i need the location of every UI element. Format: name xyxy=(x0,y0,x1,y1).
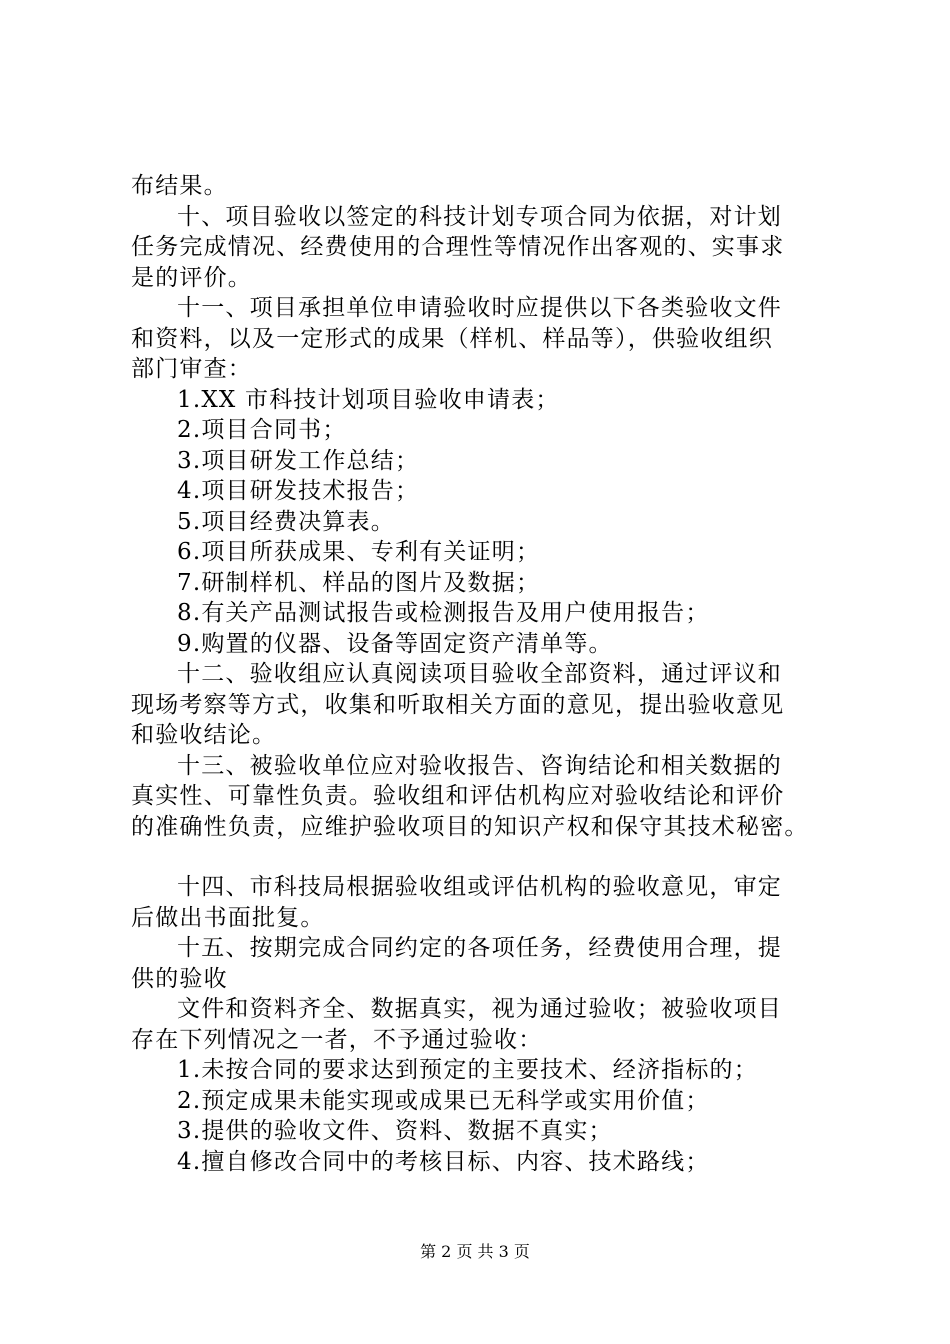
text-line: 供的验收 xyxy=(131,965,228,992)
text-line: 7.研制样机、样品的图片及数据； xyxy=(177,569,541,596)
text-line: 现场考察等方式，收集和听取相关方面的意见，提出验收意见 xyxy=(131,691,785,718)
text-line: 十一、项目承担单位申请验收时应提供以下各类验收文件 xyxy=(177,295,782,321)
text-line: 2.项目合同书； xyxy=(177,417,347,443)
text-line: 的准确性负责，应维护验收项目的知识产权和保守其技术秘密。 xyxy=(131,813,809,840)
text-line: 是的评价。 xyxy=(131,264,252,291)
blank-line xyxy=(131,842,831,872)
text-line: 5.项目经费决算表。 xyxy=(177,508,395,535)
text-line: 9.购置的仪器、设备等固定资产清单等。 xyxy=(177,630,613,657)
text-line: 和资料，以及一定形式的成果（样机、样品等），供验收组织 xyxy=(131,325,773,352)
text-line: 十、项目验收以签定的科技计划专项合同为依据，对计划 xyxy=(177,203,782,230)
text-line: 4.项目研发技术报告； xyxy=(177,478,420,504)
text-line: 1.XX 市科技计划项目验收申请表； xyxy=(177,386,560,413)
text-line: 任务完成情况、经费使用的合理性等情况作出客观的、实事求 xyxy=(131,234,785,260)
text-line: 真实性、可靠性负责。验收组和评估机构应对验收结论和评价 xyxy=(131,783,785,809)
text-line: 存在下列情况之一者，不予通过验收： xyxy=(131,1026,543,1053)
text-line: 4.擅自修改合同中的考核目标、内容、技术路线； xyxy=(177,1148,710,1175)
text-line: 8.有关产品测试报告或检测报告及用户使用报告； xyxy=(177,600,710,626)
text-line: 部门审查： xyxy=(131,356,252,382)
text-line: 3.项目研发工作总结； xyxy=(177,447,420,474)
text-line: 文件和资料齐全、数据真实，视为通过验收；被验收项目 xyxy=(177,996,782,1022)
text-line: 十五、按期完成合同约定的各项任务，经费使用合理，提 xyxy=(177,935,782,961)
text-line: 后做出书面批复。 xyxy=(131,904,325,931)
text-line: 十三、被验收单位应对验收报告、咨询结论和相关数据的 xyxy=(177,752,782,779)
page-footer: 第 2 页 共 3 页 xyxy=(420,1242,530,1261)
text-line: 2.预定成果未能实现或成果已无科学或实用价值； xyxy=(177,1087,710,1114)
text-line: 布结果。 xyxy=(131,173,228,199)
text-line: 6.项目所获成果、专利有关证明； xyxy=(177,539,541,565)
text-line: 十四、市科技局根据验收组或评估机构的验收意见，审定 xyxy=(177,874,782,900)
text-line: 3.提供的验收文件、资料、数据不真实； xyxy=(177,1118,613,1144)
text-line: 十二、验收组应认真阅读项目验收全部资料，通过评议和 xyxy=(177,661,782,687)
document-body xyxy=(131,171,831,1177)
text-line: 和验收结论。 xyxy=(131,722,277,748)
text-line: 1.未按合同的要求达到预定的主要技术、经济指标的； xyxy=(177,1057,758,1083)
